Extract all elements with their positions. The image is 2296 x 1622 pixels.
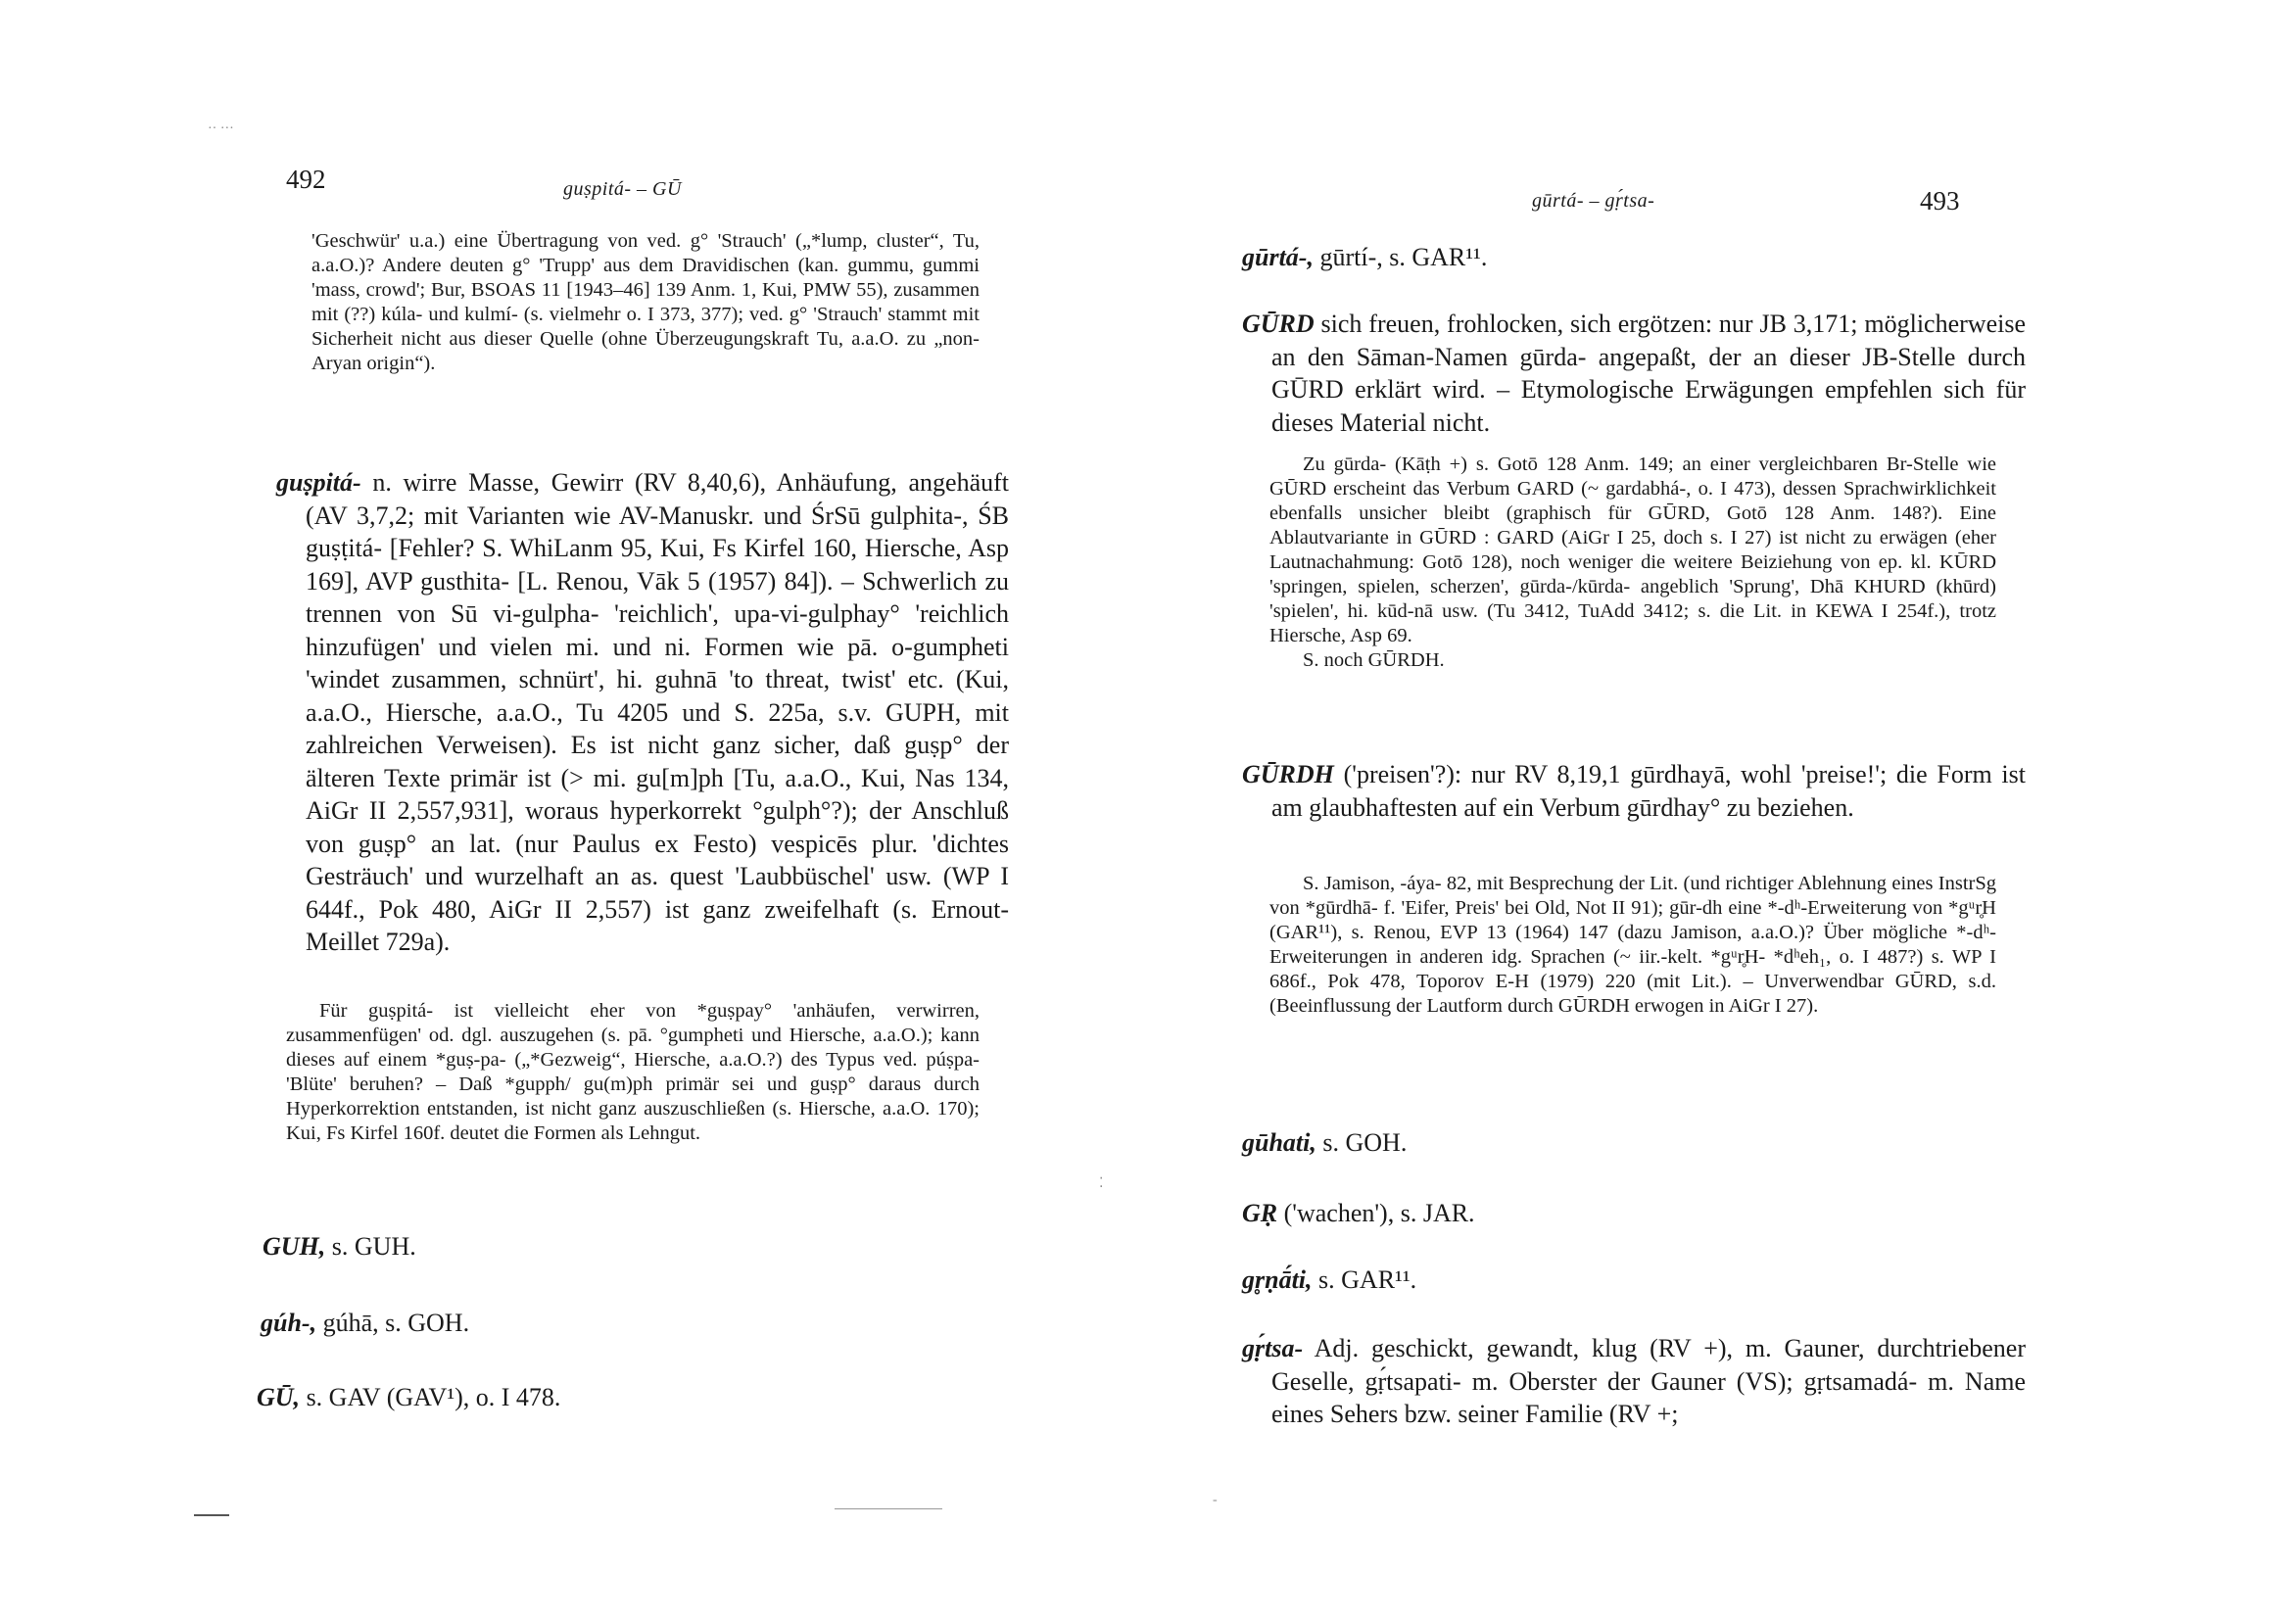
- entry-grnati-text: s. GAR¹¹.: [1312, 1265, 1417, 1294]
- page-number-right: 493: [1920, 186, 1960, 215]
- entry-gu-text: s. GAV (GAV¹), o. I 478.: [300, 1383, 561, 1411]
- headword-gr: GṚ: [1242, 1199, 1278, 1227]
- headword-gurta: gūrtá-,: [1242, 243, 1314, 271]
- headword-gurd: GŪRD: [1242, 310, 1315, 338]
- entry-guspita-text: n. wirre Masse, Gewirr (RV 8,40,6), Anhäufung, angehäuft (AV 3,7,2; mit Varianten wie AV-Manuskr. und ŚrSū gulphita-, ŚB guṣṭitá- [Fehler? S. WhiLanm 95, Kui, Fs Kirfel 160, Hiersche, Asp 169], AVP gusthita- [L. Renou, Vāk 5 (1957) 84]). – Schwerlich zu trennen von Sū vi-gulpha- 'reichlich', upa-vi-gulphay° 'reichlich hinzufügen' und vielen mi. und ni. Formen wie pā. o-gumpheti 'windet zusammen, schnürt', hi. guhnā 'to threat, twist' etc. (Kui, a.a.O., Hiersche, a.a.O., Tu 4205 und S. 225a, s.v. GUPH, mit zahlreichen Verweisen). Es ist nicht ganz sicher, daß guṣp° der älteren Texte primär ist (> mi. gu[m]ph [Tu, a.a.O., Kui, Nas 134, AiGr II 2,557,931], woraus hyperkorrekt °gulph°?); der Anschluß von guṣp° an lat. (nur Paulus ex Festo) vespicēs plur. 'dichtes Gesträuch' und wurzelhaft an as. quest 'Laubbüschel' usw. (WP I 644f., Pok 480, AiGr II 2,557) ist ganz zweifelhaft (s. Ernout-Meillet 729a).: [306, 468, 1009, 956]
- headword-grnati: gr̥ṇā́ti,: [1242, 1265, 1313, 1294]
- headword-guhati: gūhati,: [1242, 1128, 1316, 1157]
- headword-guha: gúh-,: [261, 1309, 317, 1337]
- note-gurd-paragraph: Zu gūrda- (Kāṭh +) s. Gotō 128 Anm. 149; an einer vergleichbaren Br-Stelle wie GŪRD erscheint das Verbum GARD (~ gardabhá-, o. I 473), dessen Sprachwirklichkeit ebenfalls unsicher bleibt (graphisch für GŪRD, Gotō 128 Anm. 148?). Eine Ablautvariante in GŪRD : GARD (AiGr I 25, doch s. I 27) ist nicht zu erwägen (eher Lautnachahmung: Gotō 128), noch weniger die weitere Beiziehung von ep. kl. KŪRD 'springen, spielen, scherzen', gūrda-/kūrda- angeblich 'Sprung', Dhā KHURD (khūrd) 'spielen', hi. kūd-nā usw. (Tu 3412, TuAdd 3412; s. die Lit. in KEWA I 254f.), trotz Hiersche, Asp 69.: [1269, 453, 1996, 646]
- entry-grnati: [1242, 1264, 1986, 1297]
- entry-guhati: [1242, 1126, 1986, 1160]
- note-gurdh-paragraph: S. Jamison, -áya- 82, mit Besprechung der Lit. (und richtiger Ablehnung eines InstrSg von *gūrdhā- f. 'Eifer, Preis' bei Old, Not II 91); gūr-dh eine *-dʰ-Erweiterung von *gᵘr̥H (GAR¹¹), s. Renou, EVP 13 (1964) 147 (dazu Jamison, a.a.O.)? Über mögliche *-dʰ-Erweiterungen in anderen idg. Sprachen (~ iir.-kelt. *gᵘr̥H- *dʰeh₁, o. I 487?) s. WP I 686f., Pok 478, Toporov E-H (1979) 220 (mit Lit.). – Unverwendbar GŪRD, s.d. (Beeinflussung der Lautform durch GŪRDH erwogen in AiGr I 27).: [1269, 873, 1996, 1017]
- entry-guh-text: s. GUH.: [325, 1232, 416, 1261]
- continuation-text: [311, 229, 980, 376]
- entry-gurd-text: sich freuen, frohlocken, sich ergötzen: nur JB 3,171; möglicherweise an den Sāman-Namen gūrda- angepaßt, der an dieser JB-Stelle durch GŪRD erklärt wird. – Etymologische Erwägungen empfehlen sich für dieses Material nicht.: [1271, 310, 2026, 437]
- entry-guh: [263, 1230, 948, 1264]
- entry-gr-text: ('wachen'), s. JAR.: [1277, 1199, 1475, 1227]
- scan-speck: ·· ···: [208, 121, 234, 136]
- note-gurd: [1269, 453, 1996, 673]
- entry-gurdh: [1242, 758, 2026, 824]
- running-head-left: guṣpitá- – GŪ: [563, 178, 682, 200]
- headword-guspita: guṣpitá-: [276, 468, 361, 497]
- running-head-right: gūrtá- – gṛ́tsa-: [1532, 190, 1655, 212]
- right-page: [1099, 0, 2296, 1622]
- entry-guspita: [276, 466, 1009, 959]
- entry-guha: [261, 1307, 946, 1340]
- page-number-left: 492: [286, 165, 326, 194]
- note-guspita: [286, 999, 980, 1146]
- entry-gurd: [1242, 308, 2026, 439]
- entry-guha-text: gúhā, s. GOH.: [316, 1309, 470, 1337]
- scan-mark: [194, 1514, 229, 1516]
- entry-gr: [1242, 1197, 1986, 1230]
- note-gurd-see: S. noch GŪRDH.: [1303, 649, 1445, 671]
- entry-gurdh-text: ('preisen'?): nur RV 8,19,1 gūrdhayā, wohl 'preise!'; die Form ist am glaubhaftesten auf ein Verbum gūrdhay° zu beziehen.: [1271, 760, 2026, 822]
- scan-mark: [835, 1508, 942, 1509]
- headword-gu: GŪ,: [257, 1383, 301, 1411]
- scan-speck: ⁚: [1099, 1176, 1104, 1191]
- entry-gu: [257, 1381, 942, 1414]
- entry-grtsa: [1242, 1332, 2026, 1431]
- entry-gurta-text: gūrtí-, s. GAR¹¹.: [1313, 243, 1488, 271]
- headword-guh: GUH,: [263, 1232, 326, 1261]
- scan-speck: -: [1213, 1493, 1218, 1507]
- entry-gurta: [1242, 241, 1986, 274]
- entry-guhati-text: s. GOH.: [1315, 1128, 1408, 1157]
- note-guspita-paragraph: Für guṣpitá- ist vielleicht eher von *guṣpay° 'anhäufen, verwirren, zusammenfügen' od. dgl. auszugehen (s. pā. °gumpheti und Hiersche, a.a.O.); kann dieses auf einem *guṣ-pa- („*Gezweig“, Hiersche, a.a.O.?) des Typus ved. púṣpa- 'Blüte' beruhen? – Daß *gupph/ gu(m)ph primär sei und guṣp° daraus durch Hyperkorrektion entstanden, ist nicht ganz auszuschließen (s. Hiersche, a.a.O. 170); Kui, Fs Kirfel 160f. deutet die Formen als Lehngut.: [286, 1000, 980, 1144]
- entry-grtsa-text: Adj. geschickt, gewandt, klug (RV +), m. Gauner, durchtriebener Geselle, gṛ́tsapati- m. Oberster der Gauner (VS); gṛtsamadá- m. Name eines Sehers bzw. seiner Familie (RV +;: [1271, 1334, 2026, 1428]
- continuation-paragraph: 'Geschwür' u.a.) eine Übertragung von ved. g° 'Strauch' („*lump, cluster“, Tu, a.a.O.)? Andere deuten g° 'Trupp' aus dem Dravidischen (kan. gummu, gummi 'mass, crowd'; Bur, BSOAS 11 [1943–46] 139 Anm. 1, Kui, PMW 55), zusammen mit (??) kúla- und kulmí- (s. vielmehr o. I 373, 377); ved. g° 'Strauch' stammt mit Sicherheit nicht aus dieser Quelle (ohne Überzeugungskraft Tu, a.a.O. zu „non-Aryan origin“).: [311, 230, 980, 374]
- headword-gurdh: GŪRDH: [1242, 760, 1334, 788]
- note-gurdh: [1269, 872, 1996, 1019]
- headword-grtsa: gṛ́tsa-: [1242, 1334, 1304, 1362]
